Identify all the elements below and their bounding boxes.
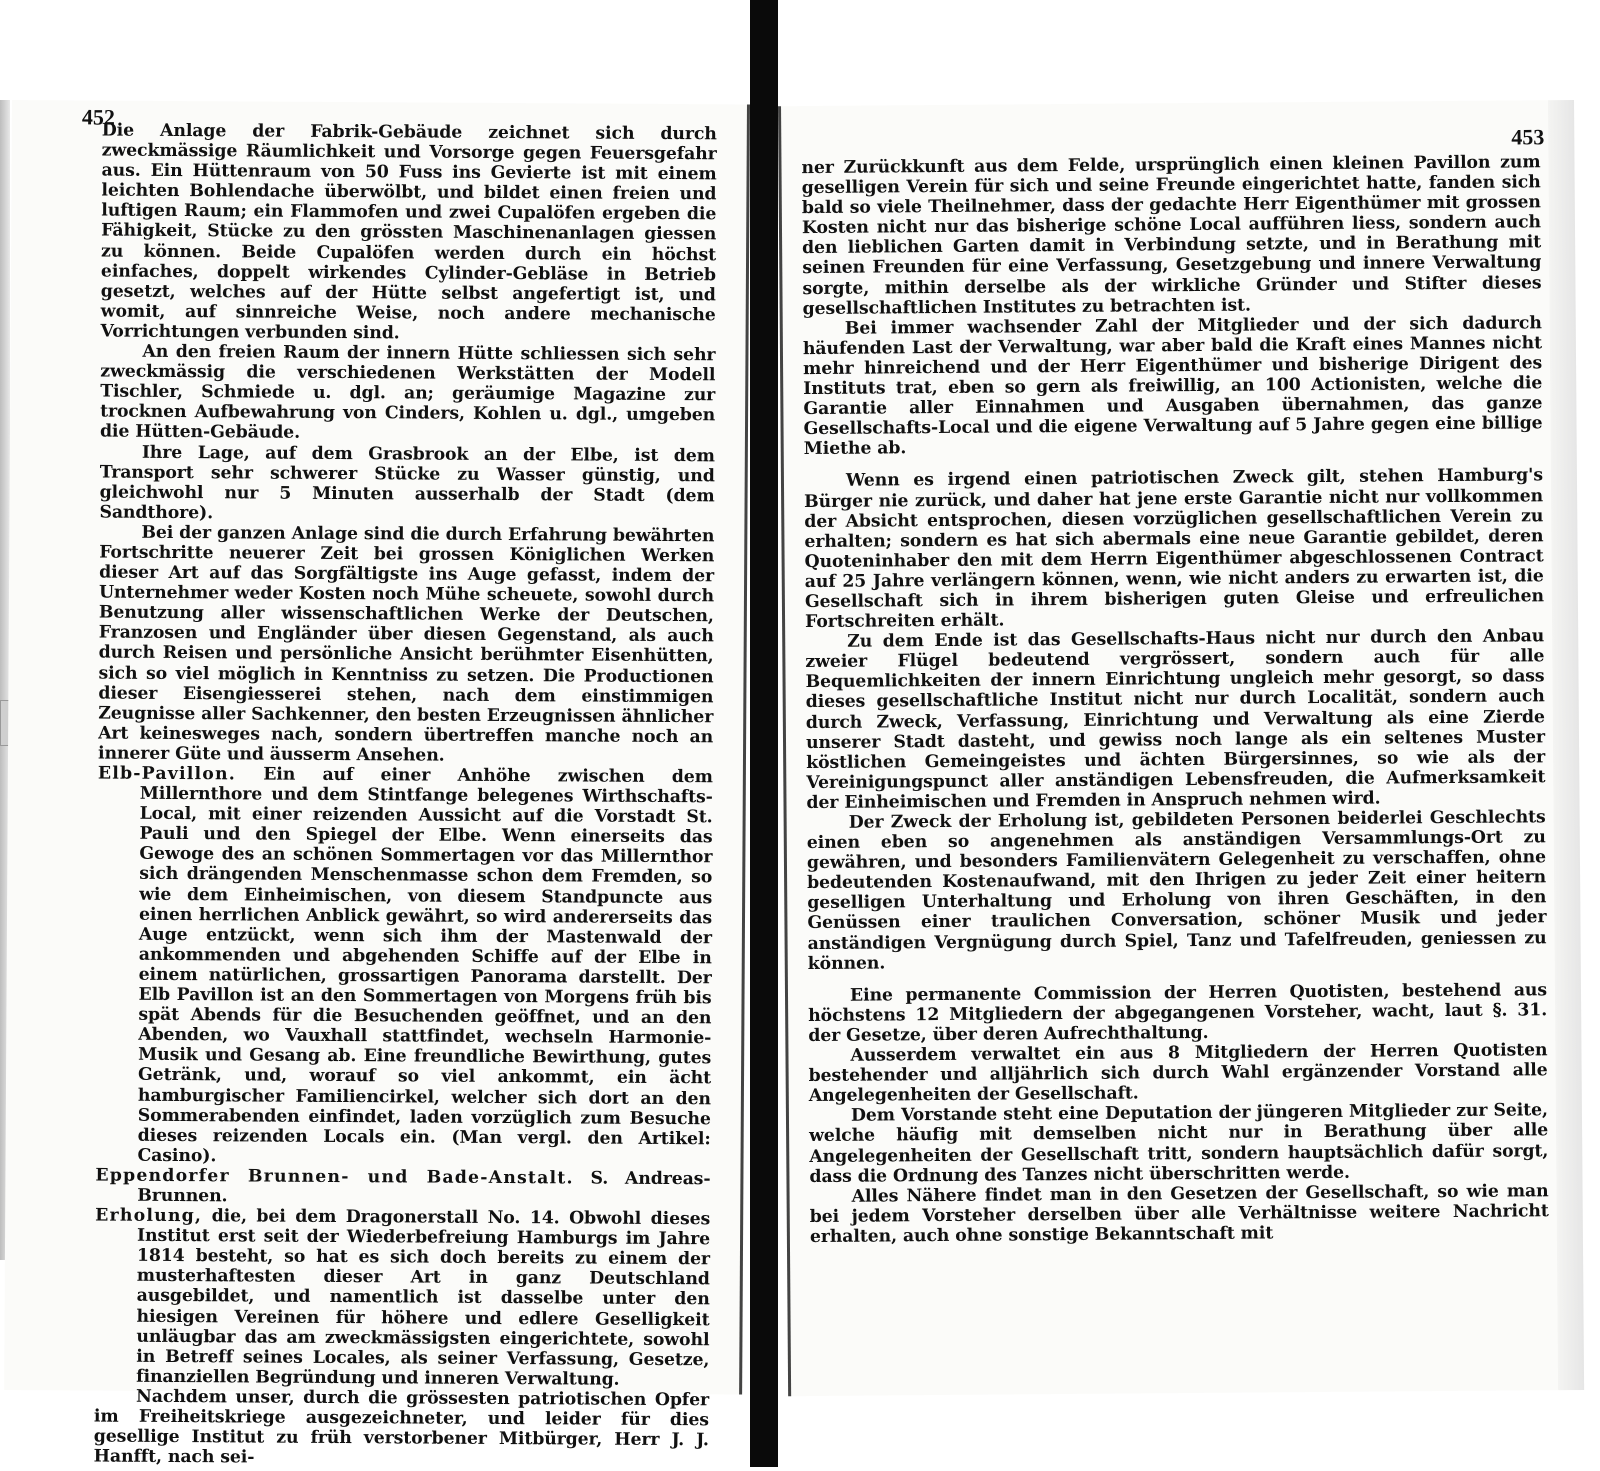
paragraph (808, 1040, 1547, 1106)
right-page (778, 100, 1584, 1396)
paragraph (810, 1181, 1549, 1247)
left-page-number: 452 (81, 104, 115, 130)
paragraph-text: S. Andreas-Brunnen. (137, 1168, 711, 1207)
paragraph-text: die, bei dem Dragonerstall No. 14. Obwohl dieses Institut erst seit der Wiederbefreiung Hamburgs im Jahre 1814 besteht, so hat es sich doch bereits zu einem der musterhaftesten dieser Art in ganz Deutschland ausgebildet, und namentlich ist dasselbe unter den hiesigen Vereinen für höhere und edlere Geselligkeit unläugbar das am zweckmässigsten eingerichtete, sowohl in Betreff seines Locales, als seiner Verfassung, Gesetze, finanziellen Begründung und inneren Verwaltung. (136, 1206, 711, 1390)
paragraph-text: Die Anlage der Fabrik-Gebäude zeichnet sich durch zweckmässige Räumlichkeit und Vorsorge gegen Feuersgefahr aus. Ein Hüttenraum von 50 Fuss ins Gevierte ist mit einem leichten Bohlendache überwölbt, und bildet einen freien und luftigen Raum; ein Flammofen und zwei Cupalöfen ergeben die Fähigkeit, Stücke zu den grössten Maschinenanlagen giessen zu können. Beide Cupalöfen werden durch ein höchst einfaches, doppelt wirkendes Cylinder-Gebläse in Betrieb gesetzt, welches auf der Hütte selbst angefertigt ist, und womit, auf sinnreiche Weise, noch andere mechanische Vorrichtungen verbunden sind. (100, 120, 717, 344)
right-page-number: 453 (1511, 124, 1545, 150)
paragraph-text: Bei immer wachsender Zahl der Mitglieder und der sich dadurch häufenden Last der Verwaltung, war aber bald die Kraft eines Mannes nicht mehr hinreichend und der Herr Eigenthümer und bisherige Dirigent des Instituts trat, eben so gern als freiwillig, an 100 Actionisten, welche die Garantie aller Einnahmen und Ausgaben übernahmen, das ganze Gesellschafts-Local und die eigene Verwaltung auf 5 Jahre gegen eine billige Miethe ab. (802, 313, 1543, 460)
paragraph-text: Zu dem Ende ist das Gesellschafts-Haus nicht nur durch den Anbau zweier Flügel bedeutend vergrössert, sondern auch für alle Bequemlichkeiten der innern Einrichtung ungleich mehr gesorgt, so dass dieses gesellschaftliche Institut nicht nur durch Localität, sondern auch durch Zweck, Verfassung, Einrichtung und Verwaltung als eine Zierde unserer Stadt dasteht, und gewiss noch lange als ein seltenes Muster köstlichen Gemeingeistes und ächten Bürgersinnes, so wie als der Vereinigungspunct aller anständigen Lebensfreuden, die Aufmerksamkeit der Einheimischen und Fremden in Anspruch nehmen wird. (805, 626, 1546, 813)
book-spine-gutter (750, 0, 778, 1467)
paragraph-text: Eine permanente Commission der Herren Quotisten, bestehend aus höchstens 12 Mitgliedern der abgegangenen Vorsteher, wacht, laut §. 31. der Gesetze, über deren Aufrechthaltung. (808, 979, 1548, 1046)
paragraph (99, 442, 714, 526)
paragraph-text: Ein auf einer Anhöhe zwischen dem Millernthore und dem Stintfange belegenes Wirthschafts-Local, mit einer reizenden Aussicht auf die Vorstadt St. Pauli und den Spiegel der Elbe. Wenn einerseits das Gewoge des an schönen Sommertagen vor das Millernthor sich drängenden Menschenmasse schon dem Fremden, so wie dem Einheimischen, von diesem Standpuncte aus einen herrlichen Anblick gewährt, so wird andererseits das Auge entzückt, wenn sich ihm der Mastenwald der ankommenden und abgehenden Schiffe auf der Elbe in einem natürlichen, grossartigen Panorama darstellt. Der Elb Pavillon ist an den Sommertagen von Morgens früh bis spät Abends für die Besuchenden geöffnet, und an den Abenden, wo Vauxhall stattfindet, wechseln Harmonie-Musik und Gesang ab. Eine freundliche Bewirthung, gutes Getränk, und, worauf so viel ankommt, ein ächt hamburgischer Familiencirkel, welcher sich dort an den Sommerabenden einfindet, laden vorzüglich zum Besuche dieses reizenden Locals ein. (Man vergl. den Artikel: Casino). (137, 764, 713, 1167)
entry-headword: Eppendorfer Brunnen- und Bade-Anstalt. (95, 1165, 574, 1189)
paragraph-text: Wenn es irgend einen patriotischen Zweck gilt, stehen Hamburg's Bürger nie zurück, und daher hat jene erste Garantie nicht nur vollkommen der Absicht entsprochen, diesen vorzüglichen gesellschaftlichen Verein zu erhalten; sondern es hat sich abermals eine neue Garantie gebildet, deren Quoteninhaber den mit dem Herrn Eigenthümer abgeschlossenen Contract auf 25 Jahre verlängern können, wenn, wie nicht anders zu erwarten ist, die Gesellschaft sich in ihrem bisherigen guten Gleise und erfreulichen Fortschreiten erhält. (804, 465, 1544, 633)
paragraph (807, 807, 1547, 974)
paragraph-text: An den freien Raum der innern Hütte schliessen sich sehr zweckmässig die verschiedenen Werkstätten der Modell Tischler, Schmiede u. dgl. an; geräumige Magazine zur trocknen Aufbewahrung von Cinders, Kohlen u. dgl., umgeben die Hütten-Gebäude. (99, 341, 716, 444)
paragraph (100, 342, 716, 446)
paragraph-text: Nachdem unser, durch die grössesten patriotischen Opfer im Freiheitskriege ausgezeichneter, und leider für dies gesellige Institut zu früh verstorbener Mitbürger, Herr J. J. Hanfft, nach sei- (93, 1386, 710, 1468)
paragraph-text: Bei der ganzen Anlage sind die durch Erfahrung bewährten Fortschritte neuerer Zeit bei grossen Königlichen Werken dieser Art auf das Sorgfältigste ins Auge gefasst, indem der Unternehmer weder Kosten noch Mühe scheuete, sowohl durch Benutzung aller wissenschaftlichen Werke der Deutschen, Franzosen und Engländer über diesen Gegenstand, als auch durch Reisen und persönliche Ansicht berühmter Eisenhütten, sich so viel möglich in Kenntniss zu setzen. Die Productionen dieser Eisengiesserei stehen, nach dem einstimmigen Zeugnisse aller Sachkenner, den besten Erzeugnissen ähnlicher Art keinesweges nach, sondern übertreffen manche noch an innerer Güte und äusserm Ansehen. (97, 522, 715, 766)
paragraph (94, 1386, 709, 1470)
paragraph (98, 522, 714, 767)
lexicon-entry (95, 1165, 710, 1209)
paragraph (801, 152, 1541, 319)
entry-headword: Erholung, (95, 1205, 203, 1227)
paragraph (804, 466, 1544, 633)
paragraph (803, 313, 1543, 459)
paragraph-text: Ihre Lage, auf dem Grasbrook an der Elbe, ist dem Transport sehr schwerer Stücke zu Wasser günstig, und gleichwohl nur 5 Minuten ausserhalb der Stadt (dem Sandthore). (99, 442, 715, 524)
paragraph-text: Ausserdem verwaltet ein aus 8 Mitgliedern der Herren Quotisten bestehender und alljährlich sich durch Wahl ergänzender Vorstand alle Angelegenheiten der Gesellschaft. (808, 1040, 1548, 1107)
entry-headword: Elb-Pavillon. (97, 763, 237, 785)
paragraph-text: Der Zweck der Erholung ist, gebildeten Personen beiderlei Geschlechts einen eben so angenehmen als anständigen Versammlungs-Ort zu gewähren, und besonders Familienvätern Gelegenheit zu verschaffen, ohne bedeutenden Kostenaufwand, mit den Ihrigen zu jeder Zeit einer heitern geselligen Unterhaltung und Erholung von ihren Geschäften, in den Genüssen einer traulichen Conversation, schöner Musik und jeder anständigen Vergnügung durch Spiel, Tanz und Tafelfreuden, geniessen zu können. (806, 807, 1547, 974)
lexicon-entry (94, 1206, 710, 1391)
right-page-text (801, 152, 1549, 1247)
paragraph (805, 626, 1545, 813)
right-page-edge (1548, 100, 1584, 1390)
paragraph-text: Dem Vorstande steht eine Deputation der jüngeren Mitglieder zur Seite, welche häufig mit demselben nicht nur in Berathung über alle Angelegenheiten der Gesellschaft tritt, sondern hauptsächlich dafür sorgt, dass die Ordnung des Tanzes nicht überschritten werde. (809, 1100, 1549, 1187)
paragraph-text: Alles Nähere findet man in den Gesetzen der Gesellschaft, so wie man bei jedem Vorsteher derselben über alle Verhältnisse weitere Nachricht erhalten, auch ohne sonstige Bekanntschaft mit (809, 1180, 1549, 1247)
left-page (4, 100, 750, 1468)
paragraph (809, 1101, 1549, 1187)
lexicon-entry (95, 764, 712, 1170)
left-page-text (94, 121, 717, 1471)
paragraph (808, 980, 1547, 1046)
paragraph (101, 121, 717, 346)
paragraph-text: ner Zurückkunft aus dem Felde, ursprünglich einen kleinen Pavillon zum geselligen Verein für sich und seine Freunde eingerichtet hatte, fanden sich bald so viele Theilnehmer, dass der gedachte Herr Eigenthümer mit grossen Kosten nicht nur das bisherige schöne Local aufführen liess, sondern auch den lieblichen Garten damit in Verbindung setzte, und in Berathung mit seinen Freunden für eine Verfassung, Gesetzgebung und innere Verwaltung sorgte, mithin derselbe als der wirkliche Gründer und Stifter dieses gesellschaftlichen Institutes zu betrachten ist. (801, 152, 1542, 319)
